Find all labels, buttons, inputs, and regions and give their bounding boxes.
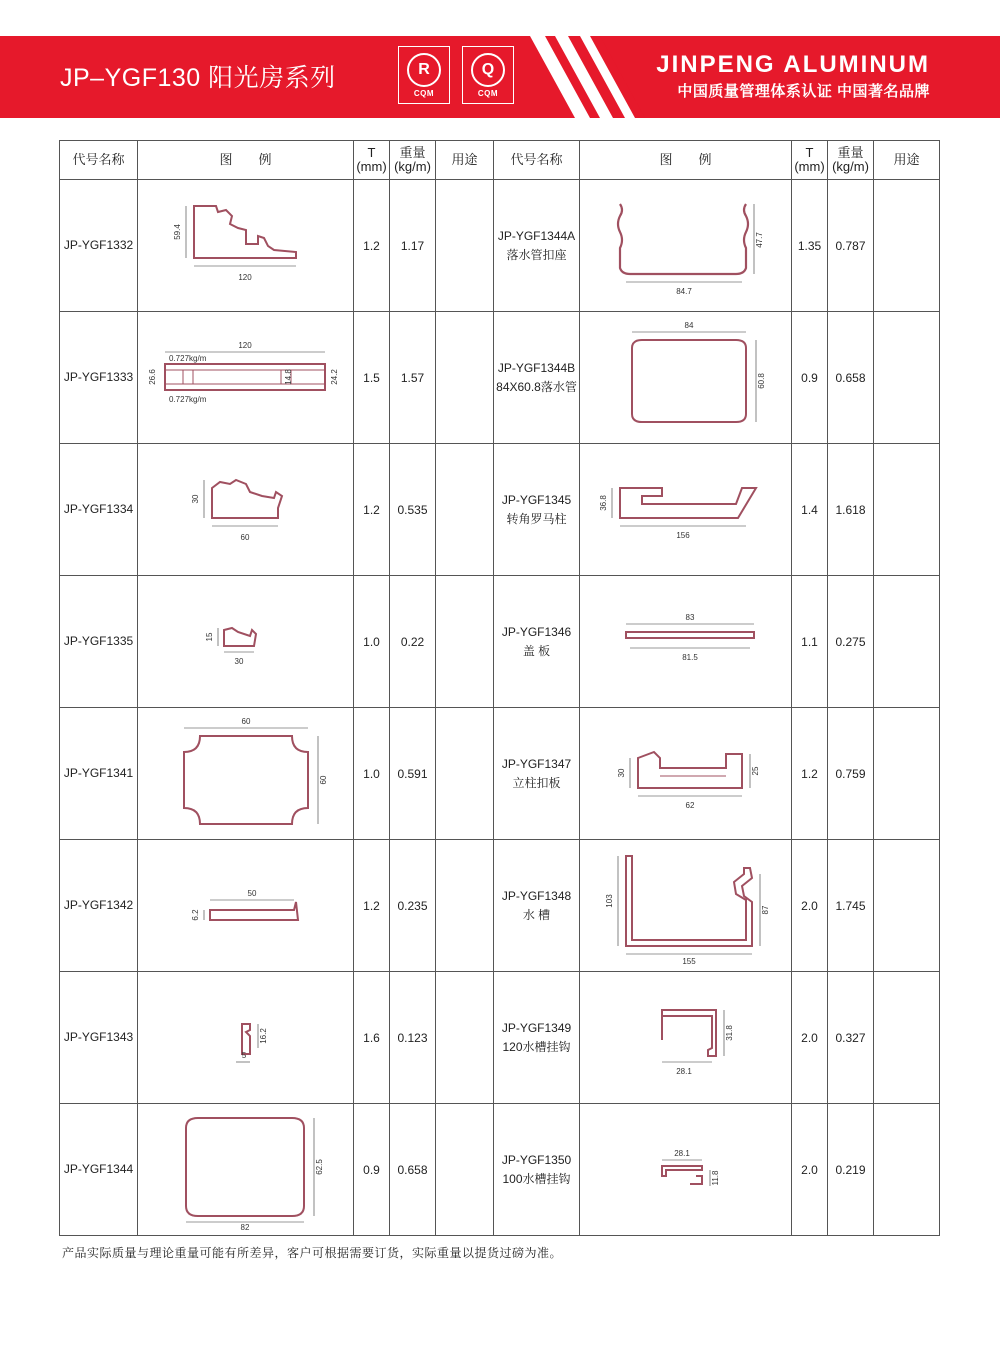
svg-text:15: 15 xyxy=(204,632,214,641)
header-weight: 重量 (kg/m) xyxy=(390,141,436,180)
svg-text:0.727kg/m: 0.727kg/m xyxy=(168,394,206,404)
profile-drawing-1344b xyxy=(586,318,786,438)
profile-code: JP-YGF1345 转角罗马柱 xyxy=(494,444,580,576)
svg-text:120: 120 xyxy=(237,340,252,350)
profile-drawing-1350 xyxy=(586,1110,786,1230)
svg-text:82: 82 xyxy=(240,1222,249,1230)
thickness-value: 1.1 xyxy=(792,576,828,708)
profile-figure xyxy=(580,1104,792,1236)
profile-drawing-1344a xyxy=(586,186,786,306)
svg-text:59.4: 59.4 xyxy=(172,223,182,240)
weight-value: 1.745 xyxy=(828,840,874,972)
svg-text:31.8: 31.8 xyxy=(724,1024,734,1041)
quality-logo-r xyxy=(398,46,450,104)
profile-drawing-1334 xyxy=(146,450,346,570)
table-row xyxy=(60,312,940,444)
thickness-value: 1.2 xyxy=(354,444,390,576)
header-weight: 重量 (kg/m) xyxy=(828,141,874,180)
header-thickness: T (mm) xyxy=(354,141,390,180)
usage-cell xyxy=(874,840,940,972)
usage-cell xyxy=(436,576,494,708)
profile-drawing-1332 xyxy=(146,186,346,306)
weight-value: 0.658 xyxy=(390,1104,436,1236)
profile-drawing-1343 xyxy=(146,978,346,1098)
profile-figure xyxy=(138,576,354,708)
svg-text:120: 120 xyxy=(237,272,252,282)
header-code: 代号名称 xyxy=(60,141,138,180)
svg-text:81.5: 81.5 xyxy=(681,652,698,662)
usage-cell xyxy=(874,444,940,576)
weight-value: 0.235 xyxy=(390,840,436,972)
svg-text:60.8: 60.8 xyxy=(756,372,766,389)
profile-code: JP-YGF1348 水 槽 xyxy=(494,840,580,972)
brand-name: JINPENG ALUMINUM xyxy=(656,51,930,78)
table-row xyxy=(60,576,940,708)
thickness-value: 1.2 xyxy=(354,840,390,972)
usage-cell xyxy=(436,180,494,312)
profile-figure xyxy=(580,972,792,1104)
usage-cell xyxy=(874,576,940,708)
svg-text:5: 5 xyxy=(241,1050,246,1060)
svg-text:28.1: 28.1 xyxy=(675,1066,692,1076)
thickness-value: 1.0 xyxy=(354,708,390,840)
thickness-value: 1.2 xyxy=(792,708,828,840)
profile-drawing-1348 xyxy=(586,846,786,966)
series-title: JP–YGF130 阳光房系列 xyxy=(60,64,336,92)
weight-value: 0.219 xyxy=(828,1104,874,1236)
svg-text:84.7: 84.7 xyxy=(675,286,692,296)
thickness-value: 1.4 xyxy=(792,444,828,576)
table-header-row xyxy=(60,141,940,180)
header-usage: 用途 xyxy=(874,141,940,180)
svg-text:6.2: 6.2 xyxy=(190,908,200,921)
svg-text:155: 155 xyxy=(681,956,696,966)
thickness-value: 2.0 xyxy=(792,840,828,972)
table-row xyxy=(60,708,940,840)
svg-text:60: 60 xyxy=(241,716,250,726)
usage-cell xyxy=(436,1104,494,1236)
profile-code: JP-YGF1349 120水槽挂钩 xyxy=(494,972,580,1104)
profile-code: JP-YGF1350 100水槽挂钩 xyxy=(494,1104,580,1236)
svg-text:30: 30 xyxy=(616,768,626,777)
usage-cell xyxy=(436,972,494,1104)
table-row xyxy=(60,972,940,1104)
weight-value: 0.22 xyxy=(390,576,436,708)
profile-code: JP-YGF1346 盖 板 xyxy=(494,576,580,708)
profile-code: JP-YGF1347 立柱扣板 xyxy=(494,708,580,840)
profile-figure xyxy=(580,708,792,840)
profile-catalog-table xyxy=(59,140,940,1236)
profile-drawing-1346 xyxy=(586,582,786,702)
profile-drawing-1333 xyxy=(141,318,351,438)
thickness-value: 2.0 xyxy=(792,972,828,1104)
profile-drawing-1342 xyxy=(146,846,346,966)
weight-value: 1.17 xyxy=(390,180,436,312)
profile-figure xyxy=(138,312,354,444)
thickness-value: 1.0 xyxy=(354,576,390,708)
usage-cell xyxy=(436,444,494,576)
profile-figure xyxy=(580,444,792,576)
svg-text:30: 30 xyxy=(190,494,200,503)
thickness-value: 0.9 xyxy=(354,1104,390,1236)
profile-code: JP-YGF1334 xyxy=(60,444,138,576)
usage-cell xyxy=(874,180,940,312)
profile-figure xyxy=(580,312,792,444)
registered-icon: R xyxy=(407,53,441,87)
svg-text:62: 62 xyxy=(685,800,694,810)
thickness-value: 1.2 xyxy=(354,180,390,312)
svg-text:0.727kg/m: 0.727kg/m xyxy=(168,353,206,363)
table-row xyxy=(60,840,940,972)
logo-caption: CQM xyxy=(413,88,435,98)
profile-code: JP-YGF1342 xyxy=(60,840,138,972)
svg-text:30: 30 xyxy=(234,656,243,666)
profile-code: JP-YGF1343 xyxy=(60,972,138,1104)
profile-code: JP-YGF1335 xyxy=(60,576,138,708)
header-code: 代号名称 xyxy=(494,141,580,180)
profile-figure xyxy=(138,840,354,972)
weight-value: 0.787 xyxy=(828,180,874,312)
profile-figure xyxy=(138,1104,354,1236)
header-thickness: T (mm) xyxy=(792,141,828,180)
profile-figure xyxy=(138,444,354,576)
thickness-value: 1.6 xyxy=(354,972,390,1104)
svg-text:60: 60 xyxy=(318,775,328,784)
profile-drawing-1335 xyxy=(146,582,346,702)
profile-drawing-1349 xyxy=(586,978,786,1098)
quality-logo-q xyxy=(462,46,514,104)
svg-text:103: 103 xyxy=(604,893,614,908)
profile-drawing-1344 xyxy=(146,1110,346,1230)
profile-code: JP-YGF1332 xyxy=(60,180,138,312)
profile-figure xyxy=(138,708,354,840)
svg-text:16.2: 16.2 xyxy=(258,1027,268,1044)
profile-figure xyxy=(138,180,354,312)
profile-code: JP-YGF1344B 84X60.8落水管 xyxy=(494,312,580,444)
usage-cell xyxy=(874,972,940,1104)
svg-text:14.8: 14.8 xyxy=(283,368,293,385)
weight-value: 0.327 xyxy=(828,972,874,1104)
brand-tagline: 中国质量管理体系认证 中国著名品牌 xyxy=(677,83,930,100)
profile-code: JP-YGF1344A 落水管扣座 xyxy=(494,180,580,312)
usage-cell xyxy=(874,708,940,840)
usage-cell xyxy=(436,840,494,972)
svg-text:60: 60 xyxy=(240,532,249,542)
usage-cell xyxy=(874,312,940,444)
profile-drawing-1347 xyxy=(586,714,786,834)
footnote: 产品实际质量与理论重量可能有所差异，客户可根据需要订货，实际重量以提货过磅为准。 xyxy=(62,1246,563,1260)
svg-text:62.5: 62.5 xyxy=(314,1158,324,1175)
svg-text:36.8: 36.8 xyxy=(598,494,608,511)
svg-text:11.8: 11.8 xyxy=(710,1170,720,1185)
profile-drawing-1341 xyxy=(146,714,346,834)
thickness-value: 0.9 xyxy=(792,312,828,444)
table-row xyxy=(60,1104,940,1236)
profile-code: JP-YGF1333 xyxy=(60,312,138,444)
weight-value: 0.591 xyxy=(390,708,436,840)
svg-text:84: 84 xyxy=(684,320,693,330)
thickness-value: 2.0 xyxy=(792,1104,828,1236)
usage-cell xyxy=(874,1104,940,1236)
header-figure: 图 例 xyxy=(580,141,792,180)
weight-value: 0.759 xyxy=(828,708,874,840)
svg-text:24.2: 24.2 xyxy=(329,368,339,385)
svg-text:26.6: 26.6 xyxy=(147,368,157,385)
header-usage: 用途 xyxy=(436,141,494,180)
table-row xyxy=(60,444,940,576)
weight-value: 0.123 xyxy=(390,972,436,1104)
svg-text:156: 156 xyxy=(675,530,690,540)
svg-text:83: 83 xyxy=(685,612,694,622)
profile-figure xyxy=(580,180,792,312)
profile-figure xyxy=(138,972,354,1104)
weight-value: 1.57 xyxy=(390,312,436,444)
thickness-value: 1.5 xyxy=(354,312,390,444)
profile-drawing-1345 xyxy=(586,450,786,570)
quality-icon: Q xyxy=(471,53,505,87)
profile-figure xyxy=(580,840,792,972)
weight-value: 0.535 xyxy=(390,444,436,576)
header-figure: 图 例 xyxy=(138,141,354,180)
logo-caption: CQM xyxy=(477,88,499,98)
profile-code: JP-YGF1344 xyxy=(60,1104,138,1236)
usage-cell xyxy=(436,312,494,444)
svg-text:47.7: 47.7 xyxy=(754,231,764,248)
profile-code: JP-YGF1341 xyxy=(60,708,138,840)
profile-figure xyxy=(580,576,792,708)
weight-value: 0.658 xyxy=(828,312,874,444)
svg-text:25: 25 xyxy=(750,766,760,775)
usage-cell xyxy=(436,708,494,840)
svg-text:50: 50 xyxy=(247,888,256,898)
thickness-value: 1.35 xyxy=(792,180,828,312)
svg-text:87: 87 xyxy=(760,905,770,914)
weight-value: 0.275 xyxy=(828,576,874,708)
table-row xyxy=(60,180,940,312)
weight-value: 1.618 xyxy=(828,444,874,576)
svg-text:28.1: 28.1 xyxy=(673,1148,690,1158)
